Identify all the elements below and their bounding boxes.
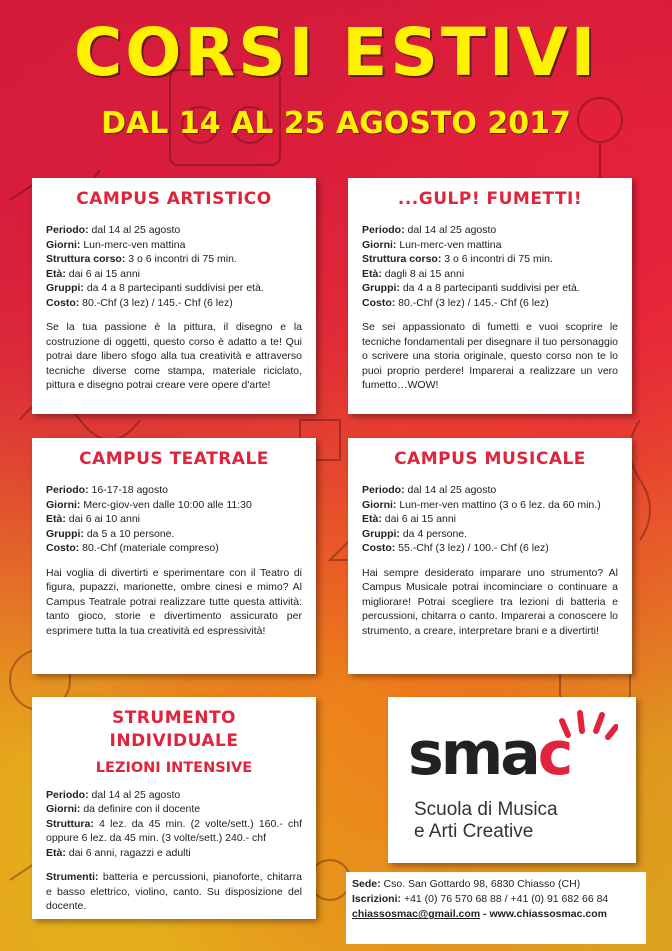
struttura-value: 3 o 6 incontri di 75 min. (128, 253, 237, 266)
gruppi-value: da 4 a 8 partecipanti suddivisi per età. (86, 282, 264, 295)
struttura-value: 3 o 6 incontri di 75 min. (444, 253, 553, 266)
card-title: CAMPUS MUSICALE (394, 449, 586, 469)
card-subtitle: LEZIONI INTENSIVE (95, 759, 253, 776)
card-description: Se la tua passione è la pittura, il disegno e la costruzione di oggetti, questo corso è adatto a te! Qui potrai dare libero sfogo alla tua creatività e attraverso tecniche diverse come stampa, materiale riciclato, pittura e disegno potrai creare vere opere d'arte! (46, 321, 302, 392)
costo-value: 80.-Chf (3 lez) / 145.- Chf (6 lez) (82, 296, 233, 309)
card-description: Se sei appassionato di fumetti e vuoi scoprire le tecniche fondamentali per disegnare il tuo personaggio o scrivere una storia originale, questo corso non te lo puoi proprio perdere! Imparerai a realizzare un vero fumetto…WOW! (362, 321, 618, 392)
card-fumetti (348, 178, 632, 414)
email-link[interactable]: chiassosmac@gmail.com (352, 908, 481, 921)
card-info: Periodo: dal 14 al 25 agosto Giorni: Lun-merc-ven mattina Struttura corso: 3 o 6 incontri di 75 min. Età: dagli 8 ai 15 anni Gruppi: da 4 a 8 partecipanti suddivisi per età. Costo: 80.-Chf (3 lez) / 145.- Chf (6 lez) (362, 224, 580, 309)
costo-value: 55.-Chf (3 lez) / 100.- Chf (6 lez) (398, 542, 549, 555)
card-info: Periodo: 16-17-18 agosto Giorni: Merc-giov-ven dalle 10:00 alle 11:30 Età: dai 6 ai 10 anni Gruppi: da 5 a 10 persone. Costo: 80.-Chf (materiale compreso) (46, 484, 252, 555)
card-title: ...GULP! FUMETTI! (397, 189, 583, 209)
card-info: Periodo: dal 14 al 25 agosto Giorni: da definire con il docente Struttura: 4 lez. da 45 min. (2 volte/sett.) 160.- chf oppure 6 lez. da 45 min. (3 volte/sett.) 240.- chf Età: dai 6 anni, ragazzi e adulti (46, 788, 302, 859)
website-link[interactable]: www.chiassosmac.com (489, 908, 607, 921)
strumenti-value: batteria e percussioni, pianoforte, chitarra e basso elettrico, violino, canto. Su disposizione del docente. (46, 871, 302, 913)
eta-value: dai 6 ai 15 anni (384, 513, 456, 526)
page-title: CORSI ESTIVI (73, 14, 599, 91)
iscrizioni-value: +41 (0) 76 570 68 88 / +41 (0) 91 682 66 84 (403, 893, 609, 906)
giorni-value: Lun-merc-ven mattina (83, 238, 186, 251)
costo-value: 80.-Chf (3 lez) / 145.- Chf (6 lez) (398, 296, 549, 309)
sede-value: Cso. San Gottardo 98, 6830 Chiasso (CH) (383, 878, 581, 890)
contact-info: Sede: Cso. San Gottardo 98, 6830 Chiasso (CH) Iscrizioni: +41 (0) 76 570 68 88 / +41 (0) 91 682 66 84 chiassosmac@gmail.com - www.chiassosmac.com (346, 872, 646, 944)
giorni-value: da definire con il docente (83, 803, 201, 816)
periodo-value: dal 14 al 25 agosto (91, 224, 181, 237)
periodo-value: dal 14 al 25 agosto (407, 484, 497, 497)
eta-value: dai 6 ai 10 anni (68, 513, 140, 526)
logo-word: smac (408, 719, 571, 789)
card-strumento-individuale (32, 697, 316, 919)
periodo-value: dal 14 al 25 agosto (91, 788, 181, 801)
gruppi-value: da 4 a 8 partecipanti suddivisi per età. (402, 282, 580, 295)
smac-logo (388, 697, 636, 863)
card-description: Hai voglia di divertirti e sperimentare con il Teatro di figura, pupazzi, marionette, ombre cinesi e mimo? Al Campus Teatrale potrai realizzare tutte questa attività: tanto gioco, storie e divertimento assicurato per esprimere tutta la tua creatività ed espressività! (46, 566, 302, 637)
page-subtitle: DAL 14 AL 25 AGOSTO 2017 (101, 106, 571, 141)
card-description: Hai sempre desiderato imparare uno strumento? Al Campus Musicale potrai incominciare o continuare a migliorare! Potrai scegliere tra lezioni di batteria e percussioni, chitarra o canto. Imparerai a conoscere lo strumento, a creare, interpretare brani e a divertirti! (362, 566, 618, 637)
eta-value: dai 6 anni, ragazzi e adulti (68, 846, 191, 859)
eta-value: dagli 8 ai 15 anni (384, 267, 465, 280)
gruppi-value: da 4 persone. (402, 527, 468, 540)
card-info: Periodo: dal 14 al 25 agosto Giorni: Lun-merc-ven mattina Struttura corso: 3 o 6 incontri di 75 min. Età: dai 6 ai 15 anni Gruppi: da 4 a 8 partecipanti suddivisi per età. Costo: 80.-Chf (3 lez) / 145.- Chf (6 lez) (46, 224, 264, 309)
eta-value: dai 6 ai 15 anni (68, 267, 140, 280)
card-campus-teatrale (32, 438, 316, 674)
giorni-value: Lun-mer-ven mattino (3 o 6 lez. da 60 min.) (399, 498, 601, 511)
card-info: Periodo: dal 14 al 25 agosto Giorni: Lun-mer-ven mattino (3 o 6 lez. da 60 min.) Età: dai 6 ai 15 anni Gruppi: da 4 persone. Costo: 55.-Chf (3 lez) / 100.- Chf (6 lez) (362, 484, 601, 555)
giorni-value: Merc-giov-ven dalle 10:00 alle 11:30 (83, 498, 252, 511)
card-title: CAMPUS TEATRALE (79, 449, 269, 469)
periodo-value: 16-17-18 agosto (91, 484, 168, 497)
card-title: CAMPUS ARTISTICO (76, 189, 272, 209)
card-campus-artistico (32, 178, 316, 414)
struttura-value: 4 lez. da 45 min. (2 volte/sett.) 160.- chf oppure 6 lez. da 45 min. (3 volte/sett.) 240.- chf (46, 817, 302, 845)
strumenti-text: Strumenti: batteria e percussioni, pianoforte, chitarra e basso elettrico, violino, canto. Su disposizione del docente. (46, 871, 302, 913)
card-title: STRUMENTO INDIVIDUALE (109, 708, 239, 752)
periodo-value: dal 14 al 25 agosto (407, 224, 497, 237)
logo-tagline: Scuola di Musica e Arti Creative (414, 799, 558, 842)
giorni-value: Lun-merc-ven mattina (399, 238, 502, 251)
gruppi-value: da 5 a 10 persone. (86, 527, 175, 540)
costo-value: 80.-Chf (materiale compreso) (82, 542, 219, 555)
card-campus-musicale (348, 438, 632, 674)
